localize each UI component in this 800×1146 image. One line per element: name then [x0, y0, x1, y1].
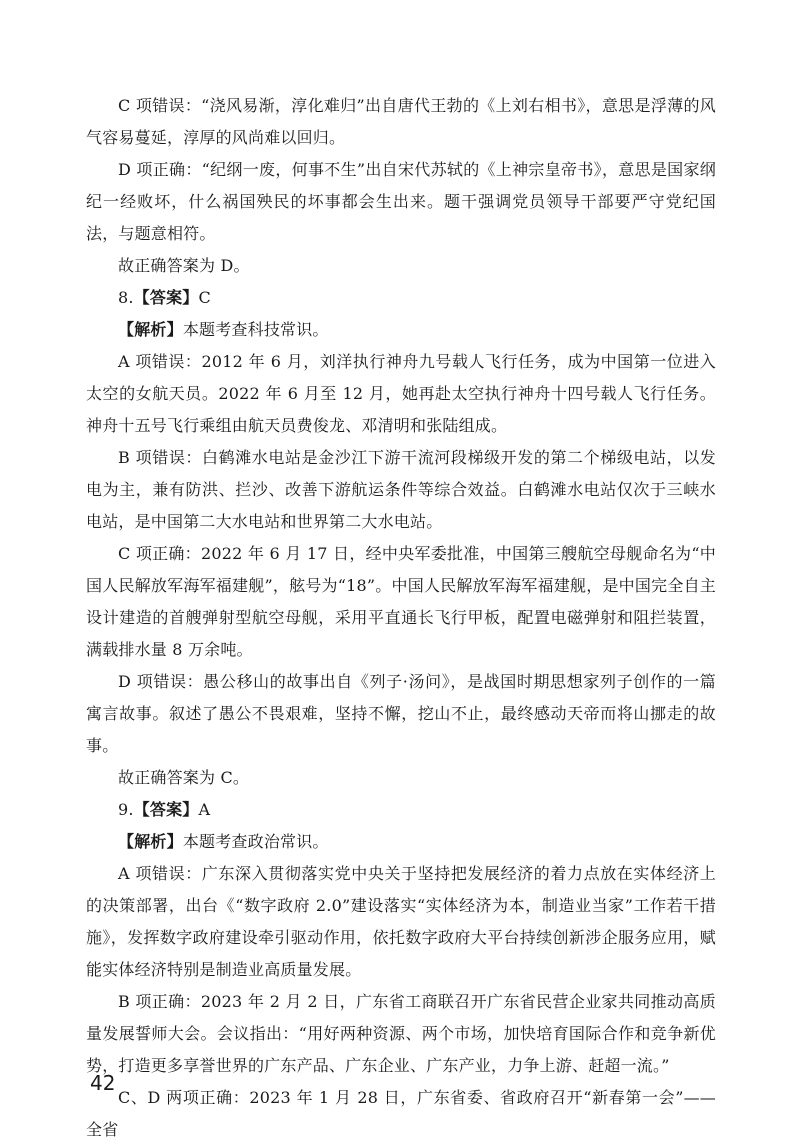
paragraph-text: B 项正确：2023 年 2 月 2 日，广东省工商联召开广东省民营企业家共同推动高质量发展誓师大会。会议指出：“用好两种资源、两个市场，加快培育国际合作和竞争新优势，打造更多享誉世界的广东产品、广东企业、广东产业，力争上游、赶超一流。” [86, 992, 716, 1075]
page-number: 42 [90, 1071, 116, 1095]
paragraph-text: 故正确答案为 D。 [118, 256, 250, 275]
answer-value: A [198, 800, 211, 819]
analysis-tag: 【解析】 [118, 832, 183, 851]
question-number: 8. [118, 288, 134, 307]
analysis-heading-8 [86, 314, 716, 346]
paragraph-b-wrong-8 [86, 442, 716, 538]
paragraph-text: C 项错误：“浇风易渐，淳化难归”出自唐代王勃的《上刘右相书》，意思是浮薄的风气容易蔓延，淳厚的风尚难以回归。 [86, 96, 716, 147]
answer-heading-8 [86, 282, 716, 314]
paragraph-text: C、D 两项正确：2023 年 1 月 28 日，广东省委、省政府召开“新春第一会”——全省 [86, 1088, 716, 1139]
paragraph-cd-correct-9 [86, 1082, 716, 1146]
answer-tag: 【答案】 [133, 800, 199, 819]
analysis-heading-9 [86, 826, 716, 858]
analysis-tag: 【解析】 [118, 320, 183, 339]
paragraph-conclusion-7 [86, 250, 716, 282]
paragraph-text: C 项正确：2022 年 6 月 17 日，经中央军委批准，中国第三艘航空母舰命名为“中国人民解放军海军福建舰”，舷号为“18”。中国人民解放军海军福建舰，是中国完全自主设计建造的首艘弹射型航空母舰，采用平直通长飞行甲板，配置电磁弹射和阻拦装置，满载排水量 8 万余吨。 [86, 544, 716, 659]
paragraph-text: D 项错误：愚公移山的故事出自《列子·汤问》，是战国时期思想家列子创作的一篇寓言故事。叙述了愚公不畏艰难，坚持不懈，挖山不止，最终感动天帝而将山挪走的故事。 [86, 672, 716, 755]
paragraph-text: A 项错误：2012 年 6 月，刘洋执行神舟九号载人飞行任务，成为中国第一位进入太空的女航天员。2022 年 6 月至 12 月，她再赴太空执行神舟十四号载人飞行任务。神舟十五号飞行乘组由航天员费俊龙、邓清明和张陆组成。 [86, 352, 716, 435]
answer-heading-9 [86, 794, 716, 826]
paragraph-a-wrong-9 [86, 858, 716, 986]
paragraph-text: A 项错误：广东深入贯彻落实党中央关于坚持把发展经济的着力点放在实体经济上的决策部署，出台《“数字政府 2.0”建设落实“实体经济为本，制造业当家”工作若干措施》，发挥数字政府建设牵引驱动作用，依托数字政府大平台持续创新涉企服务应用，赋能实体经济特别是制造业高质量发展。 [86, 864, 716, 979]
paragraph-text: 故正确答案为 C。 [118, 768, 250, 787]
paragraph-text: D 项正确：“纪纲一废，何事不生”出自宋代苏轼的《上神宗皇帝书》，意思是国家纲纪一经败坏，什么祸国殃民的坏事都会生出来。题干强调党员领导干部要严守党纪国法，与题意相符。 [86, 160, 716, 243]
paragraph-b-correct-9 [86, 986, 716, 1082]
answer-tag: 【答案】 [133, 288, 199, 307]
question-number: 9. [118, 800, 134, 819]
paragraph-d-wrong-8 [86, 666, 716, 762]
analysis-text: 本题考查科技常识。 [182, 320, 329, 339]
paragraph-c-correct-8 [86, 538, 716, 666]
answer-value: C [198, 288, 211, 307]
paragraph-c-wrong-1 [86, 90, 716, 154]
analysis-text: 本题考查政治常识。 [182, 832, 329, 851]
paragraph-a-wrong-8 [86, 346, 716, 442]
paragraph-d-correct-1 [86, 154, 716, 250]
paragraph-conclusion-8 [86, 762, 716, 794]
paragraph-text: B 项错误：白鹤滩水电站是金沙江下游干流河段梯级开发的第二个梯级电站，以发电为主，兼有防洪、拦沙、改善下游航运条件等综合效益。白鹤滩水电站仅次于三峡水电站，是中国第二大水电站和世界第二大水电站。 [86, 448, 716, 531]
page-body [86, 90, 716, 1146]
